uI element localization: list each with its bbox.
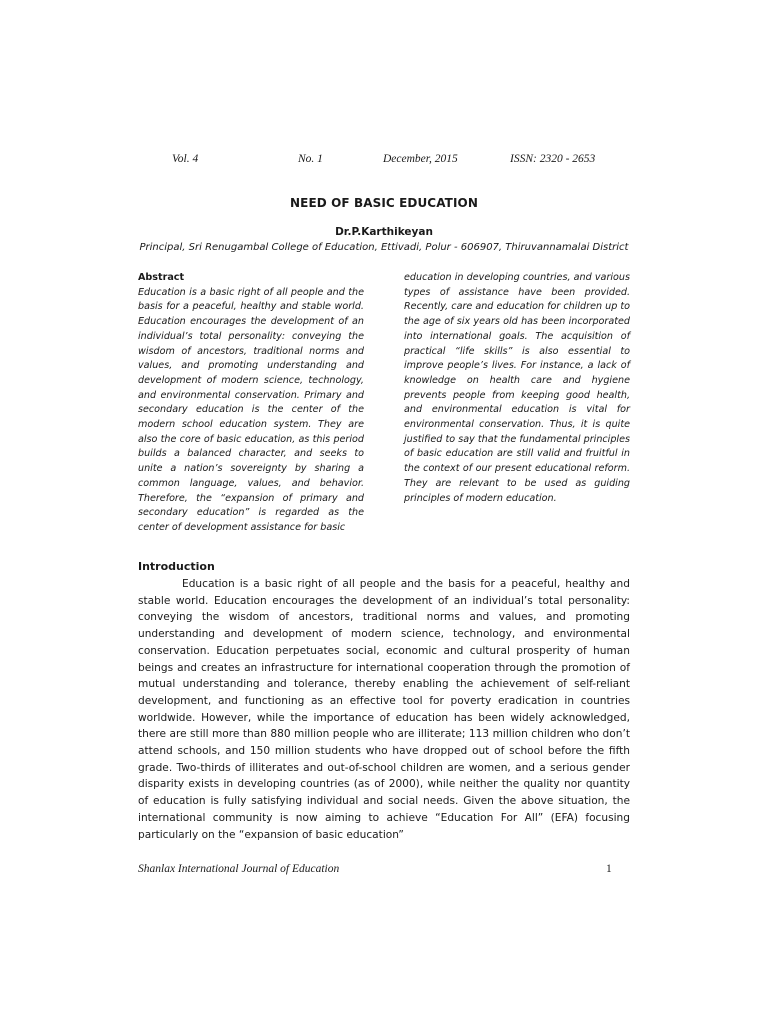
footer-journal-name: Shanlax International Journal of Education — [138, 863, 340, 875]
abstract-right-column — [404, 271, 630, 506]
issn-label: ISSN: 2320 - 2653 — [510, 153, 596, 165]
abstract-text-right: education in developing countries, and various types of assistance have been provided. Recently, care and education for children up to the age of six years old has been incorporated into international goals. The acquisition of practical “life skills” is also essential to improve people’s lives. For instance, a lack of knowledge on health care and hygiene prevents people from keeping good health, and environmental education is vital for environmental conservation. Thus, it is quite justified to say that the fundamental principles of basic education are still valid and fruitful in the context of our present educational reform. They are relevant to be used as guiding principles of modern education. — [404, 272, 630, 504]
author-affiliation: Principal, Sri Renugambal College of Education, Ettivadi, Polur - 606907, Thiruvannamalai District — [139, 242, 629, 253]
journal-header — [0, 153, 768, 169]
introduction-heading: Introduction — [138, 560, 215, 573]
abstract-heading: Abstract — [138, 272, 185, 283]
author-name: Dr.P.Karthikeyan — [335, 226, 433, 238]
introduction-text: Education is a basic right of all people and the basis for a peaceful, healthy and stable world. Education encourages the development of an individual’s total personality: conveying the wisdom of ancestors, traditional norms and values, and promoting understanding and development of modern science, technology, and environmental conservation. Education perpetuates social, economic and cultural prosperity of human beings and creates an infrastructure for international cooperation through the promotion of mutual understanding and tolerance, thereby enabling the achievement of self-reliant development, and functioning as an effective tool for poverty eradication in countries worldwide. However, while the importance of education has been widely acknowledged, there are still more than 880 million people who are illiterate; 113 million children who don’t attend schools, and 150 million students who have dropped out of school before the fifth grade. Two-thirds of illiterates and out-of-school children are women, and a serious gender disparity exists in developing countries (as of 2000), while neither the quality nor quantity of education is fully satisfying individual and social needs. Given the above situation, the international community is now aiming to achieve “Education For All” (EFA) focusing particularly on the “expansion of basic education” — [138, 578, 630, 841]
issue-number-label: No. 1 — [298, 153, 323, 165]
introduction-paragraph — [138, 576, 630, 843]
issue-date-label: December, 2015 — [383, 153, 458, 165]
article-title: NEED OF BASIC EDUCATION — [290, 196, 478, 210]
abstract-left-column — [138, 271, 364, 536]
volume-label: Vol. 4 — [172, 153, 199, 165]
page-number: 1 — [606, 863, 612, 875]
abstract-text-left: Education is a basic right of all people and the basis for a peaceful, healthy and stable world. Education encourages the development of an individual’s total personality: conveying the wisdom of ancestors, traditional norms and values, and promoting understanding and development of modern science, technology, and environmental conservation. Primary and secondary education is the center of the modern school education system. They are also the core of basic education, as this period builds a balanced character, and seeks to unite a nation’s sovereignty by sharing a common language, values, and behavior. Therefore, the “expansion of primary and secondary education” is regarded as the center of development assistance for basic — [138, 286, 364, 533]
